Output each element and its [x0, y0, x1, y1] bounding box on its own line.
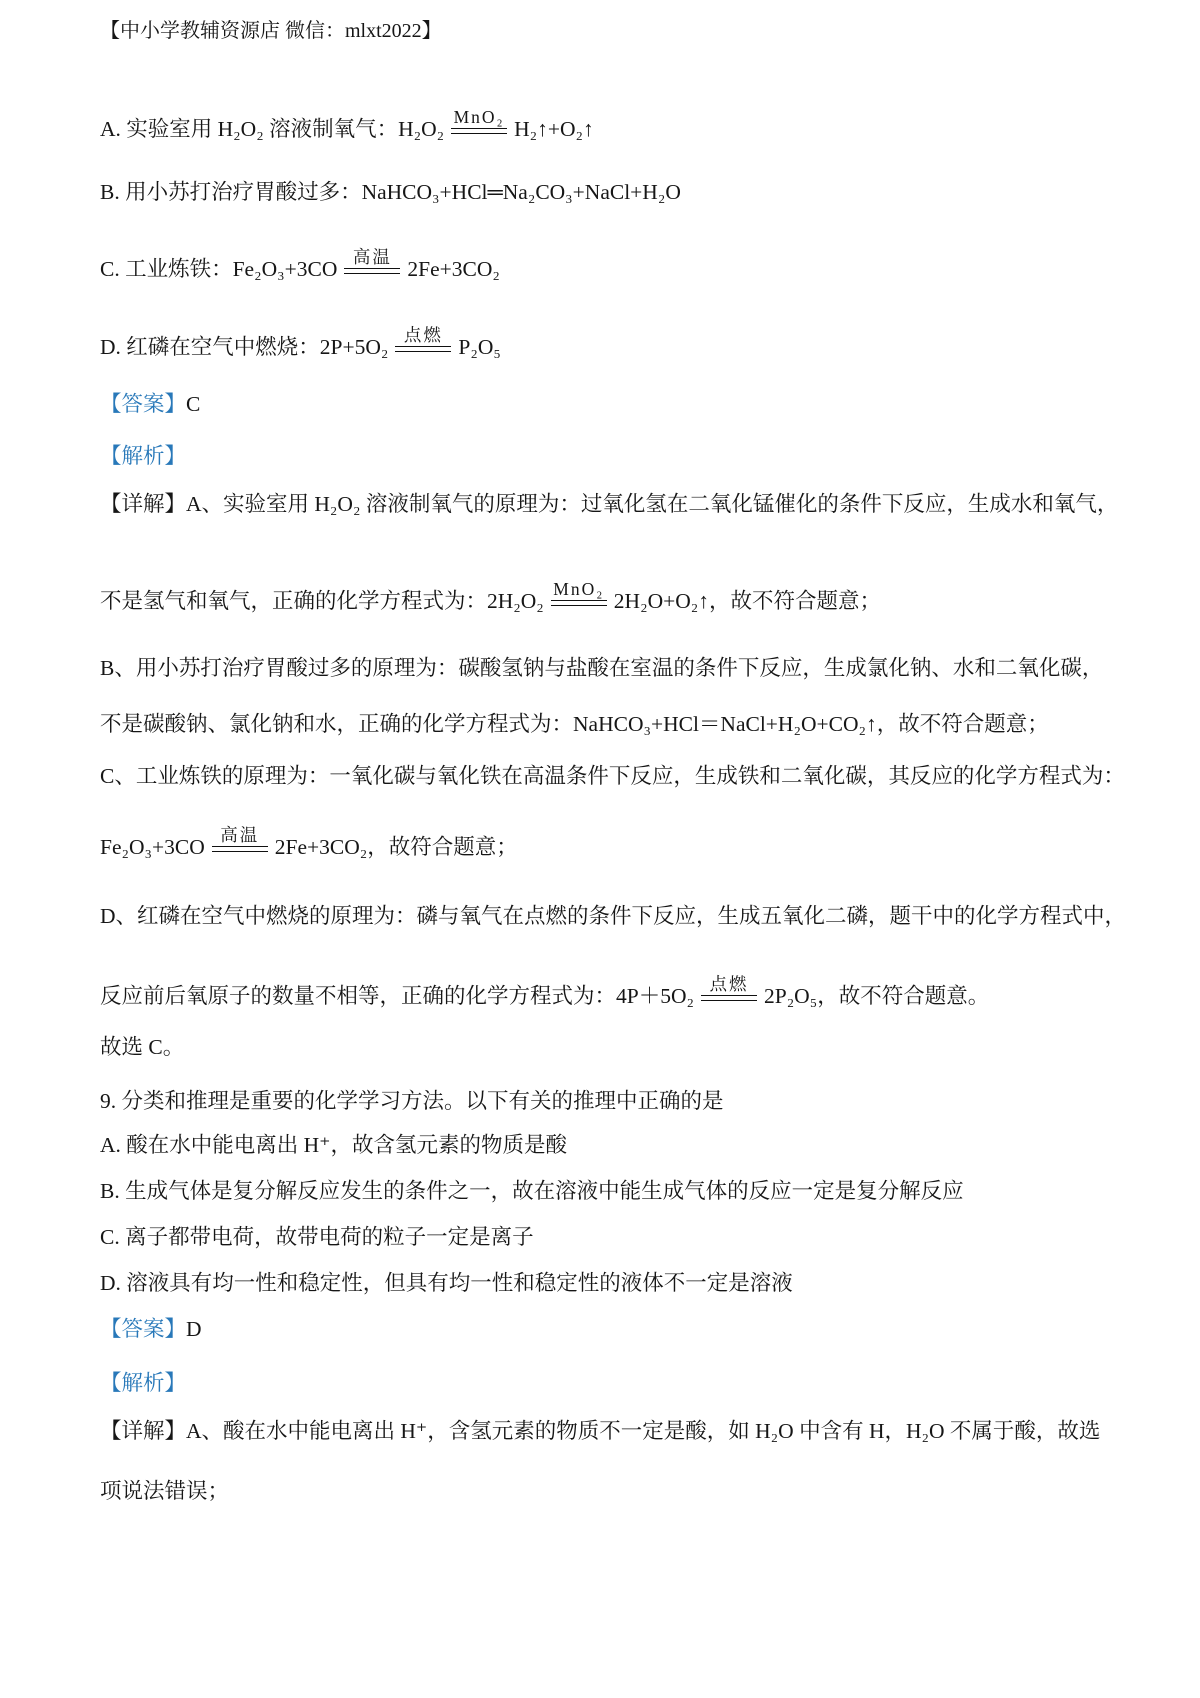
condition-label-mno2: MnO₂ [553, 579, 605, 599]
condition-label-dianran: 点燃 [709, 974, 749, 994]
reaction-condition-block [344, 247, 400, 274]
q9-detail-line1 [100, 1415, 1104, 1447]
option-text: D. 溶液具有均一性和稳定性，但具有均一性和稳定性的液体不一定是溶液 [100, 1271, 793, 1295]
reaction-condition-block [212, 825, 268, 852]
question-stem-text: 9. 分类和推理是重要的化学学习方法。以下有关的推理中正确的是 [100, 1089, 724, 1113]
analysis-label: 【解析】 [100, 1371, 187, 1395]
q9-option-d [100, 1267, 1104, 1299]
answer-label: 【答案】 [100, 1317, 187, 1341]
q8-option-b [100, 176, 1104, 208]
q8-option-c [100, 228, 1104, 282]
q8-conclusion [100, 1031, 1104, 1063]
detail-text: 2P₂O₅，故不符合题意。 [763, 984, 990, 1008]
q8-option-d [100, 306, 1104, 360]
q8-analysis-row [100, 440, 1104, 472]
q8-detail-c-line2 [100, 806, 1104, 860]
detail-text: C、工业炼铁的原理为：一氧化碳与氧化铁在高温条件下反应，生成铁和二氧化碳，其反应的化学方程式为： [100, 764, 1125, 788]
q8-option-c-text: C. 工业炼铁：Fe₂O₃+3CO [100, 257, 338, 281]
page-header [100, 18, 1104, 44]
option-text: A. 酸在水中能电离出 H⁺，故含氢元素的物质是酸 [100, 1133, 568, 1157]
q9-option-c [100, 1221, 1104, 1253]
q8-option-d-text: D. 红磷在空气中燃烧：2P+5O₂ [100, 335, 389, 359]
detail-text: 【详解】A、酸在水中能电离出 H⁺，含氢元素的物质不一定是酸，如 H₂O 中含有 H，H₂O 不属于酸，故选 [100, 1419, 1101, 1443]
q9-stem [100, 1085, 1104, 1117]
detail-text: Fe₂O₃+3CO [100, 835, 205, 859]
q9-analysis-row [100, 1367, 1104, 1399]
q8-answer-value: C [186, 392, 201, 416]
detail-text: 【详解】A、实验室用 H₂O₂ 溶液制氧气的原理为：过氧化氢在二氧化锰催化的条件下反应，生成水和氧气， [100, 492, 1119, 516]
double-line-icon [395, 346, 451, 352]
q8-detail-d-line1 [100, 900, 1127, 932]
q8-detail-a-line1 [100, 488, 1119, 520]
q8-answer-row [100, 388, 1104, 420]
condition-label-mno2: MnO₂ [453, 107, 505, 127]
q8-option-a-products: H₂↑+O₂↑ [514, 117, 594, 141]
q8-option-c-products: 2Fe+3CO₂ [407, 257, 500, 281]
double-line-icon [212, 846, 268, 852]
option-text: B. 生成气体是复分解反应发生的条件之一，故在溶液中能生成气体的反应一定是复分解反应 [100, 1179, 964, 1203]
q8-detail-b-line1 [100, 652, 1104, 684]
double-line-icon [701, 995, 757, 1001]
detail-text: 2Fe+3CO₂，故符合题意； [274, 835, 518, 859]
conclusion-text: 故选 C。 [100, 1035, 185, 1059]
q8-option-d-products: P₂O₅ [458, 335, 501, 359]
detail-text: D、红磷在空气中燃烧的原理为：磷与氧气在点燃的条件下反应，生成五氧化二磷，题干中的化学方程式中， [100, 904, 1127, 928]
detail-text: 不是碳酸钠、氯化钠和水，正确的化学方程式为：NaHCO₃+HCl＝NaCl+H₂O+CO₂↑，故不符合题意； [100, 712, 1049, 736]
detail-text: 2H₂O+O₂↑，故不符合题意； [613, 589, 881, 613]
condition-label-gaowen: 高温 [220, 825, 260, 845]
detail-text: 不是氢气和氧气，正确的化学方程式为：2H₂O₂ [100, 589, 544, 613]
double-line-icon [551, 600, 607, 606]
q8-detail-b-line2 [100, 708, 1104, 740]
q8-option-b-text: B. 用小苏打治疗胃酸过多：NaHCO₃+HCl═Na₂CO₃+NaCl+H₂O [100, 180, 681, 204]
reaction-condition-block [451, 107, 507, 134]
q8-detail-d-line2 [100, 955, 1104, 1009]
option-text: C. 离子都带电荷，故带电荷的粒子一定是离子 [100, 1225, 534, 1249]
q8-detail-c-line1 [100, 760, 1125, 792]
detail-text: 项说法错误； [100, 1479, 230, 1503]
q9-option-a [100, 1129, 1104, 1161]
condition-label-gaowen: 高温 [352, 247, 392, 267]
reaction-condition-block [701, 974, 757, 1001]
detail-text: 反应前后氧原子的数量不相等，正确的化学方程式为：4P＋5O₂ [100, 984, 694, 1008]
analysis-label: 【解析】 [100, 444, 187, 468]
answer-label: 【答案】 [100, 392, 187, 416]
q9-option-b [100, 1175, 1104, 1207]
double-line-icon [451, 128, 507, 134]
q9-answer-value: D [186, 1317, 202, 1341]
condition-label-dianran: 点燃 [403, 325, 443, 345]
q8-detail-a-line2 [100, 560, 1104, 614]
detail-text: B、用小苏打治疗胃酸过多的原理为：碳酸氢钠与盐酸在室温的条件下反应，生成氯化钠、水和二氧化碳， [100, 656, 1104, 680]
store-watermark: 【中小学教辅资源店 微信：mlxt2022】 [100, 20, 442, 42]
q9-answer-row [100, 1313, 1104, 1345]
reaction-condition-block [395, 325, 451, 352]
q9-detail-line2 [100, 1475, 1104, 1507]
q8-option-a-text: A. 实验室用 H₂O₂ 溶液制氧气：H₂O₂ [100, 117, 445, 141]
double-line-icon [344, 268, 400, 274]
q8-option-a [100, 88, 1104, 142]
reaction-condition-block [551, 579, 607, 606]
